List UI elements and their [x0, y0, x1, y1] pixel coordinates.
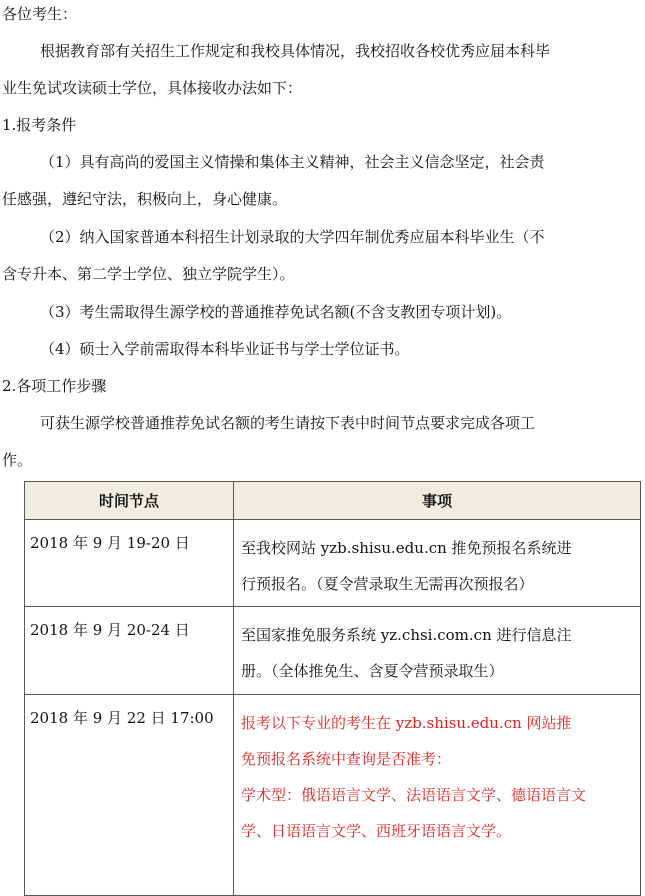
row-item-line: 报考以下专业的考生在 yzb.shisu.edu.cn 网站推 — [241, 714, 572, 732]
table-header-row — [25, 482, 641, 520]
row-item-line: 至国家推免服务系统 yz.chsi.com.cn 进行信息注 — [241, 626, 572, 644]
row-item-line: 册。（全体推免生、含夏令营预录取生） — [241, 662, 504, 680]
row-item-line: 至我校网站 yzb.shisu.edu.cn 推免预报名系统进 — [241, 539, 572, 557]
row-date: 2018 年 9 月 20-24 日 — [25, 607, 234, 695]
row-item — [234, 520, 641, 607]
header-time: 时间节点 — [25, 482, 234, 520]
condition-1-line-1: （1）具有高尚的爱国主义情操和集体主义精神，社会主义信念坚定，社会责 — [40, 153, 545, 171]
condition-1-line-2: 任感强，遵纪守法，积极向上，身心健康。 — [2, 190, 288, 208]
row-item-line: 学术型：俄语语言文学、法语语言文学、德语语言文 — [241, 786, 587, 804]
section-2-intro-line-2: 作。 — [2, 451, 33, 469]
condition-4: （4）硕士入学前需取得本科毕业证书与学士学位证书。 — [40, 340, 410, 358]
condition-3: （3）考生需取得生源学校的普通推荐免试名额(不含支教团专项计划)。 — [40, 303, 512, 321]
row-date: 2018 年 9 月 22 日 17:00 — [25, 695, 234, 896]
condition-2-line-2: 含专升本、第二学士学位、独立学院学生）。 — [2, 265, 295, 283]
intro-line-1: 根据教育部有关招生工作规定和我校具体情况，我校招收各校优秀应届本科毕 — [40, 42, 551, 60]
schedule-table — [24, 481, 641, 896]
intro-line-2: 业生免试攻读硕士学位，具体接收办法如下： — [2, 79, 303, 97]
greeting: 各位考生： — [2, 5, 78, 23]
row-item — [234, 607, 641, 695]
row-item-line: 行预报名。（夏令营录取生无需再次预报名） — [241, 575, 534, 593]
table-row — [25, 520, 641, 607]
row-item-highlighted — [234, 695, 641, 896]
row-date: 2018 年 9 月 19-20 日 — [25, 520, 234, 607]
table-row — [25, 695, 641, 896]
section-2-heading: 2.各项工作步骤 — [2, 377, 107, 395]
section-2-intro-line-1: 可获生源学校普通推荐免试名额的考生请按下表中时间节点要求完成各项工 — [40, 414, 536, 432]
header-item: 事项 — [234, 482, 641, 520]
row-item-line: 免预报名系统中查询是否准考： — [241, 750, 452, 768]
condition-2-line-1: （2）纳入国家普通本科招生计划录取的大学四年制优秀应届本科毕业生（不 — [40, 228, 545, 246]
section-1-heading: 1.报考条件 — [2, 116, 77, 134]
row-item-line: 学、日语语言文学、西班牙语语言文学。 — [241, 822, 512, 840]
table-row — [25, 607, 641, 695]
